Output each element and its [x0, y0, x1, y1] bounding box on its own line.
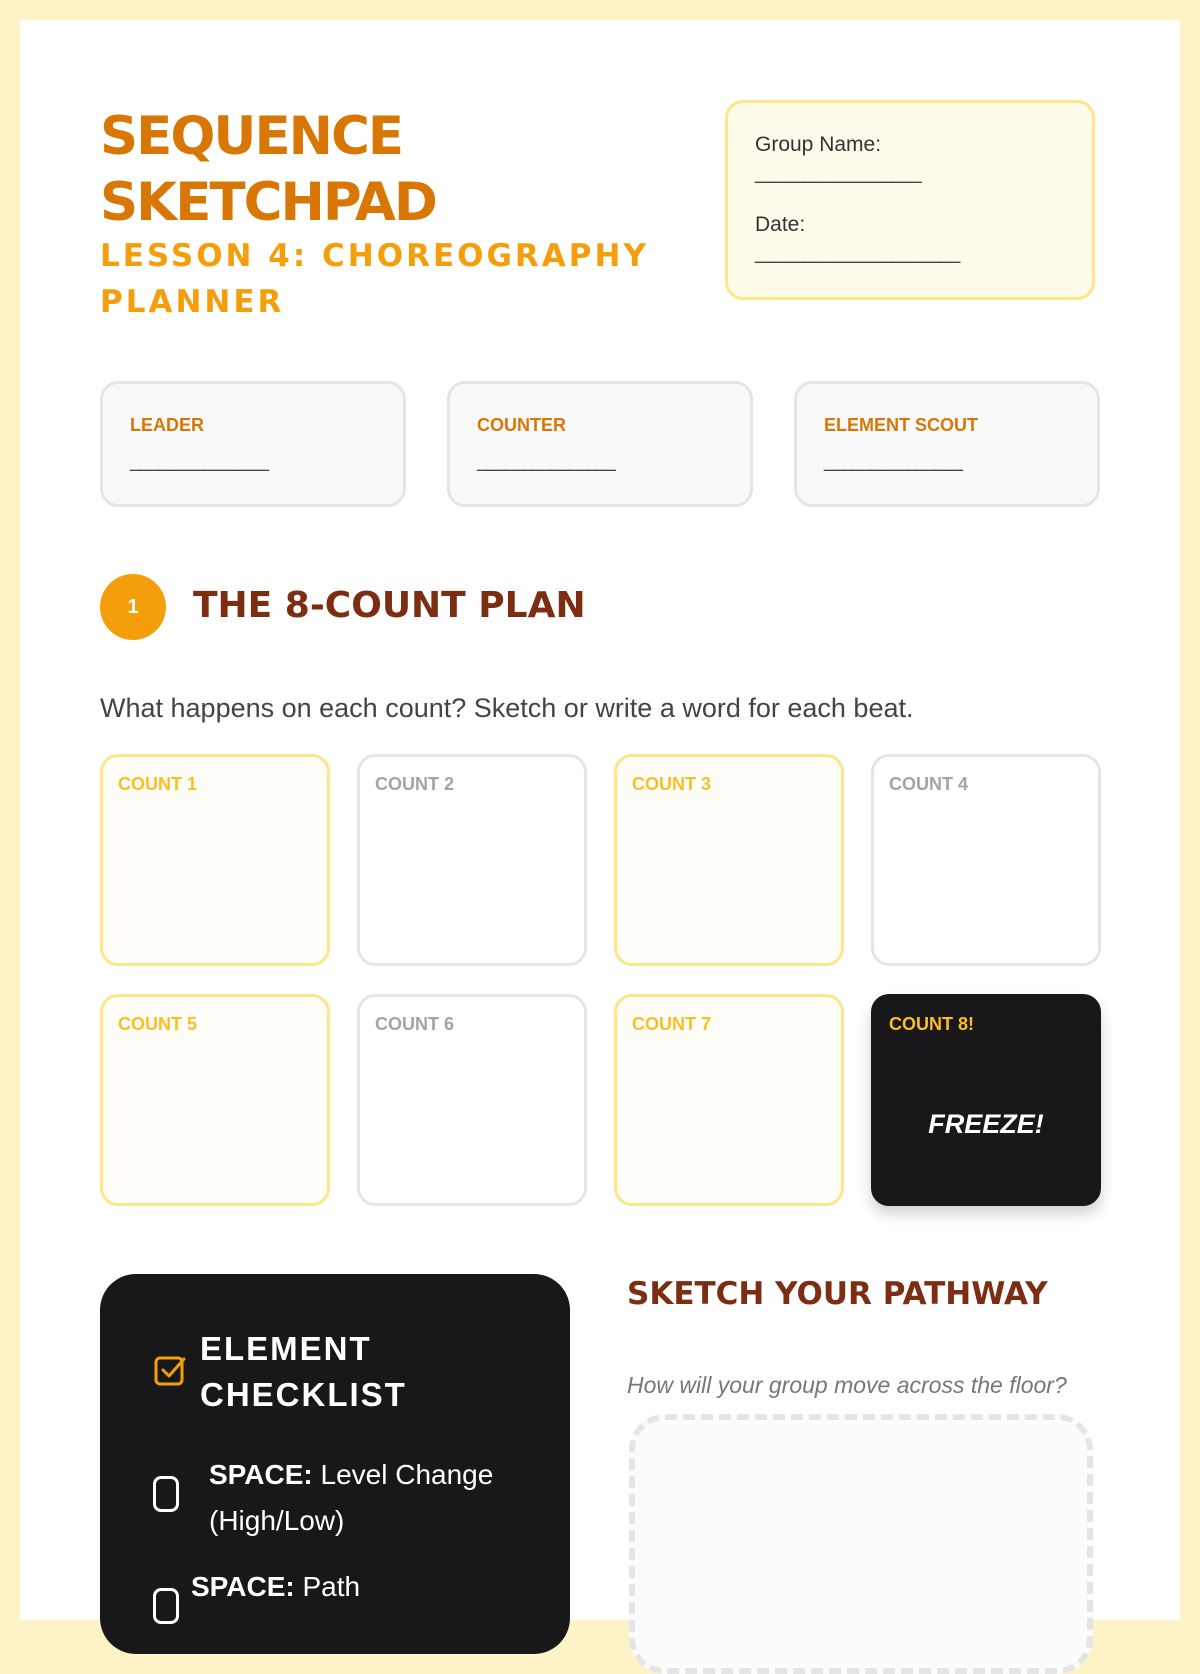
checklist-title: ELEMENT CHECKLIST: [200, 1330, 407, 1413]
count-box-7[interactable]: [614, 994, 844, 1206]
role-card-element-scout: [794, 381, 1100, 507]
section-description: What happens on each count? Sketch or write a word for each beat.: [100, 693, 914, 723]
count-box-8: [871, 994, 1101, 1206]
role-name: ELEMENT SCOUT: [824, 415, 979, 435]
group-name-label: Group Name:: [755, 133, 882, 156]
checkbox-check-icon: [152, 1353, 188, 1389]
worksheet-page: [20, 20, 1180, 1620]
count-label: COUNT 3: [632, 774, 712, 794]
role-name-field[interactable]: _______________: [477, 450, 614, 472]
item-text: Path: [302, 1571, 361, 1602]
section-title: THE 8-COUNT PLAN: [193, 585, 586, 626]
freeze-note: FREEZE!: [928, 1109, 1044, 1139]
group-info-box: [725, 100, 1095, 300]
item-text: Level Change (High/Low): [209, 1459, 494, 1536]
count-label: COUNT 1: [118, 774, 198, 794]
count-label: COUNT 4: [889, 774, 969, 794]
role-name-field[interactable]: _______________: [130, 450, 267, 472]
lesson-subtitle: LESSON 4: CHOREOGRAPHY PLANNER: [100, 238, 649, 320]
role-name: COUNTER: [477, 415, 566, 435]
item-category: SPACE:: [209, 1459, 313, 1490]
section-number-badge: 1: [100, 574, 166, 640]
item-category: SPACE:: [191, 1571, 295, 1602]
date-field[interactable]: _____________________: [755, 241, 959, 264]
empty-checkbox-icon[interactable]: [153, 1588, 179, 1624]
role-card-leader: [100, 381, 406, 507]
count-box-1[interactable]: [100, 754, 330, 966]
element-checklist-panel: [100, 1274, 570, 1654]
count-box-3[interactable]: [614, 754, 844, 966]
role-card-counter: [447, 381, 753, 507]
date-label: Date:: [755, 213, 806, 236]
worksheet-title: SEQUENCE SKETCHPAD: [100, 106, 436, 233]
count-box-6[interactable]: [357, 994, 587, 1206]
count-label: COUNT 2: [375, 774, 455, 794]
group-name-field[interactable]: _________________: [755, 161, 920, 184]
count-label: COUNT 7: [632, 1014, 712, 1034]
count-box-2[interactable]: [357, 754, 587, 966]
pathway-sketch-area[interactable]: [629, 1414, 1093, 1674]
role-name-field[interactable]: _______________: [824, 450, 961, 472]
count-grid: [100, 754, 1120, 1234]
count-box-4[interactable]: [871, 754, 1101, 966]
count-label: COUNT 8!: [889, 1014, 974, 1034]
pathway-subtitle: How will your group move across the floor?: [627, 1372, 1067, 1398]
count-label: COUNT 6: [375, 1014, 455, 1034]
count-label: COUNT 5: [118, 1014, 198, 1034]
role-name: LEADER: [130, 415, 205, 435]
pathway-title: SKETCH YOUR PATHWAY: [627, 1276, 1048, 1312]
count-box-5[interactable]: [100, 994, 330, 1206]
empty-checkbox-icon[interactable]: [153, 1476, 179, 1512]
